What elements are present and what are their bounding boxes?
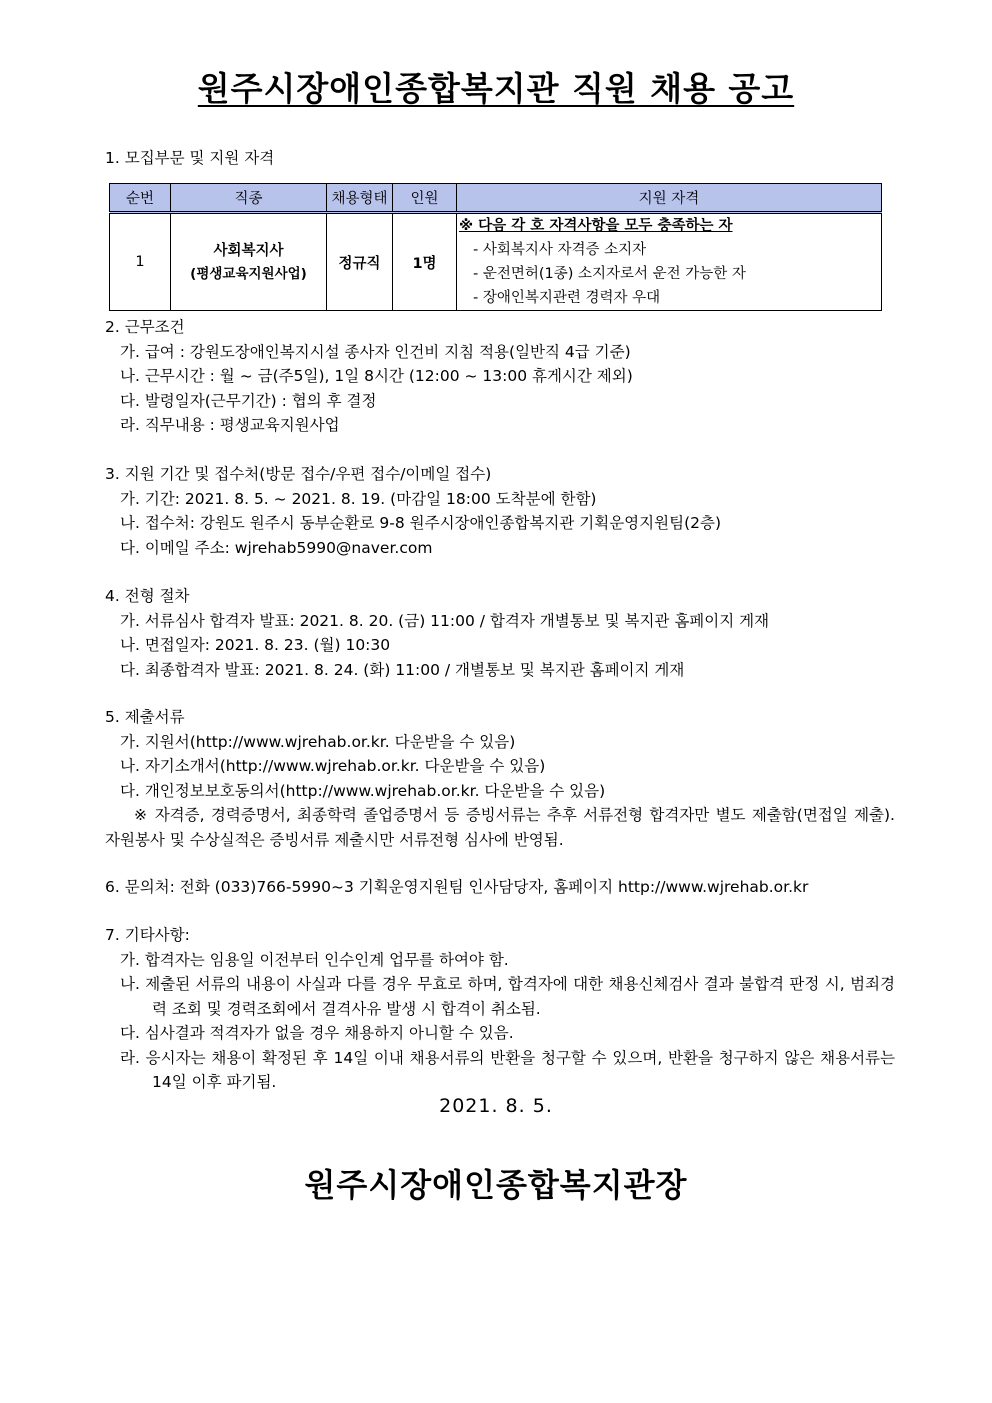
job-title: 사회복지사 (213, 243, 284, 259)
section-heading: 1. 모집부문 및 지원 자격 (105, 149, 275, 167)
list-item: 다. 최종합격자 발표: 2021. 8. 24. (화) 11:00 / 개별통보 및 복지관 홈페이지 게재 (120, 660, 685, 679)
section-recruit (105, 146, 895, 171)
section-conditions (105, 315, 895, 438)
qualification-item: - 운전면허(1종) 소지자로서 운전 가능한 자 (473, 266, 746, 282)
cell-qualification (457, 213, 882, 311)
section-heading: 5. 제출서류 (105, 708, 185, 726)
recruit-table (109, 183, 882, 311)
list-item: 나. 제출된 서류의 내용이 사실과 다를 경우 무효로 하며, 합격자에 대한 채용신체검사 결과 불합격 판정 시, 범죄경력 조회 및 경력조회에서 결격사유 발생 시 합격이 취소됨. (120, 975, 895, 1018)
list-item: 나. 접수처: 강원도 원주시 동부순환로 9-8 원주시장애인종합복지관 기획운영지원팀(2층) (120, 514, 721, 532)
list-item: 라. 직무내용 : 평생교육지원사업 (120, 416, 340, 434)
cell-no: 1 (110, 213, 171, 311)
list-item: 가. 급여 : 강원도장애인복지시설 종사자 인건비 지침 적용(일반직 4급 기준) (120, 342, 631, 361)
cell-job (171, 213, 327, 311)
section-heading: 3. 지원 기간 및 접수처(방문 접수/우편 접수/이메일 접수) (105, 465, 492, 483)
qualification-item: - 장애인복지관련 경력자 우대 (473, 290, 661, 306)
page-title: 원주시장애인종합복지관 직원 채용 공고 (197, 69, 795, 108)
section-etc (105, 923, 895, 1095)
signature: 원주시장애인종합복지관장 (304, 1166, 688, 1204)
cell-count: 1명 (393, 213, 457, 311)
section-application (105, 462, 895, 560)
documents-note: ※ 자격증, 경력증명서, 최종학력 졸업증명서 등 증빙서류는 추후 서류전형 합격자만 별도 제출함(면접일 제출). 자원봉사 및 수상실적은 증빙서류 제출시만 서류전형 심사에 반영됨. (105, 806, 895, 849)
table-header-row (110, 184, 882, 213)
header-no: 순번 (110, 184, 171, 213)
job-subtitle: (평생교육지원사업) (190, 266, 307, 282)
list-item: 가. 서류심사 합격자 발표: 2021. 8. 20. (금) 11:00 / 합격자 개별통보 및 복지관 홈페이지 게재 (120, 611, 770, 630)
qualification-item: - 사회복지사 자격증 소지자 (473, 242, 647, 258)
list-item: 다. 심사결과 적격자가 없을 경우 채용하지 아니할 수 있음. (120, 1024, 514, 1042)
list-item: 라. 응시자는 채용이 확정된 후 14일 이내 채용서류의 반환을 청구할 수 있으며, 반환을 청구하지 않은 채용서류는 14일 이후 파기됨. (120, 1048, 895, 1091)
contact-line: 6. 문의처: 전화 (033)766-5990~3 기획운영지원팀 인사담당자, 홈페이지 http://www.wjrehab.or.kr (105, 878, 809, 896)
list-item: 다. 개인정보보호동의서(http://www.wjrehab.or.kr. 다운받을 수 있음) (120, 781, 606, 800)
section-heading: 7. 기타사항: (105, 926, 190, 944)
section-documents (105, 705, 895, 852)
list-item: 나. 면접일자: 2021. 8. 23. (월) 10:30 (120, 636, 391, 654)
header-job: 직종 (171, 184, 327, 213)
list-item: 다. 발령일자(근무기간) : 협의 후 결정 (120, 391, 377, 410)
section-contact (105, 875, 895, 900)
list-item: 가. 지원서(http://www.wjrehab.or.kr. 다운받을 수 있음) (120, 732, 516, 751)
notice-date: 2021. 8. 5. (439, 1095, 553, 1117)
header-qualification: 지원 자격 (457, 184, 882, 213)
list-item: 나. 근무시간 : 월 ~ 금(주5일), 1일 8시간 (12:00 ~ 13:00 휴게시간 제외) (120, 367, 633, 385)
section-heading: 2. 근무조건 (105, 318, 185, 336)
table-row (110, 213, 882, 311)
list-item: 나. 자기소개서(http://www.wjrehab.or.kr. 다운받을 수 있음) (120, 757, 546, 775)
section-process (105, 584, 895, 682)
header-count: 인원 (393, 184, 457, 213)
list-item: 다. 이메일 주소: wjrehab5990@naver.com (120, 538, 433, 557)
list-item: 가. 합격자는 임용일 이전부터 인수인계 업무를 하여야 함. (120, 950, 509, 969)
cell-type: 정규직 (327, 213, 393, 311)
header-type: 채용형태 (327, 184, 393, 213)
qualification-heading: ※ 다음 각 호 자격사항을 모두 충족하는 자 (459, 218, 733, 234)
list-item: 가. 기간: 2021. 8. 5. ~ 2021. 8. 19. (마감일 18:00 도착분에 한함) (120, 489, 597, 508)
section-heading: 4. 전형 절차 (105, 587, 190, 605)
